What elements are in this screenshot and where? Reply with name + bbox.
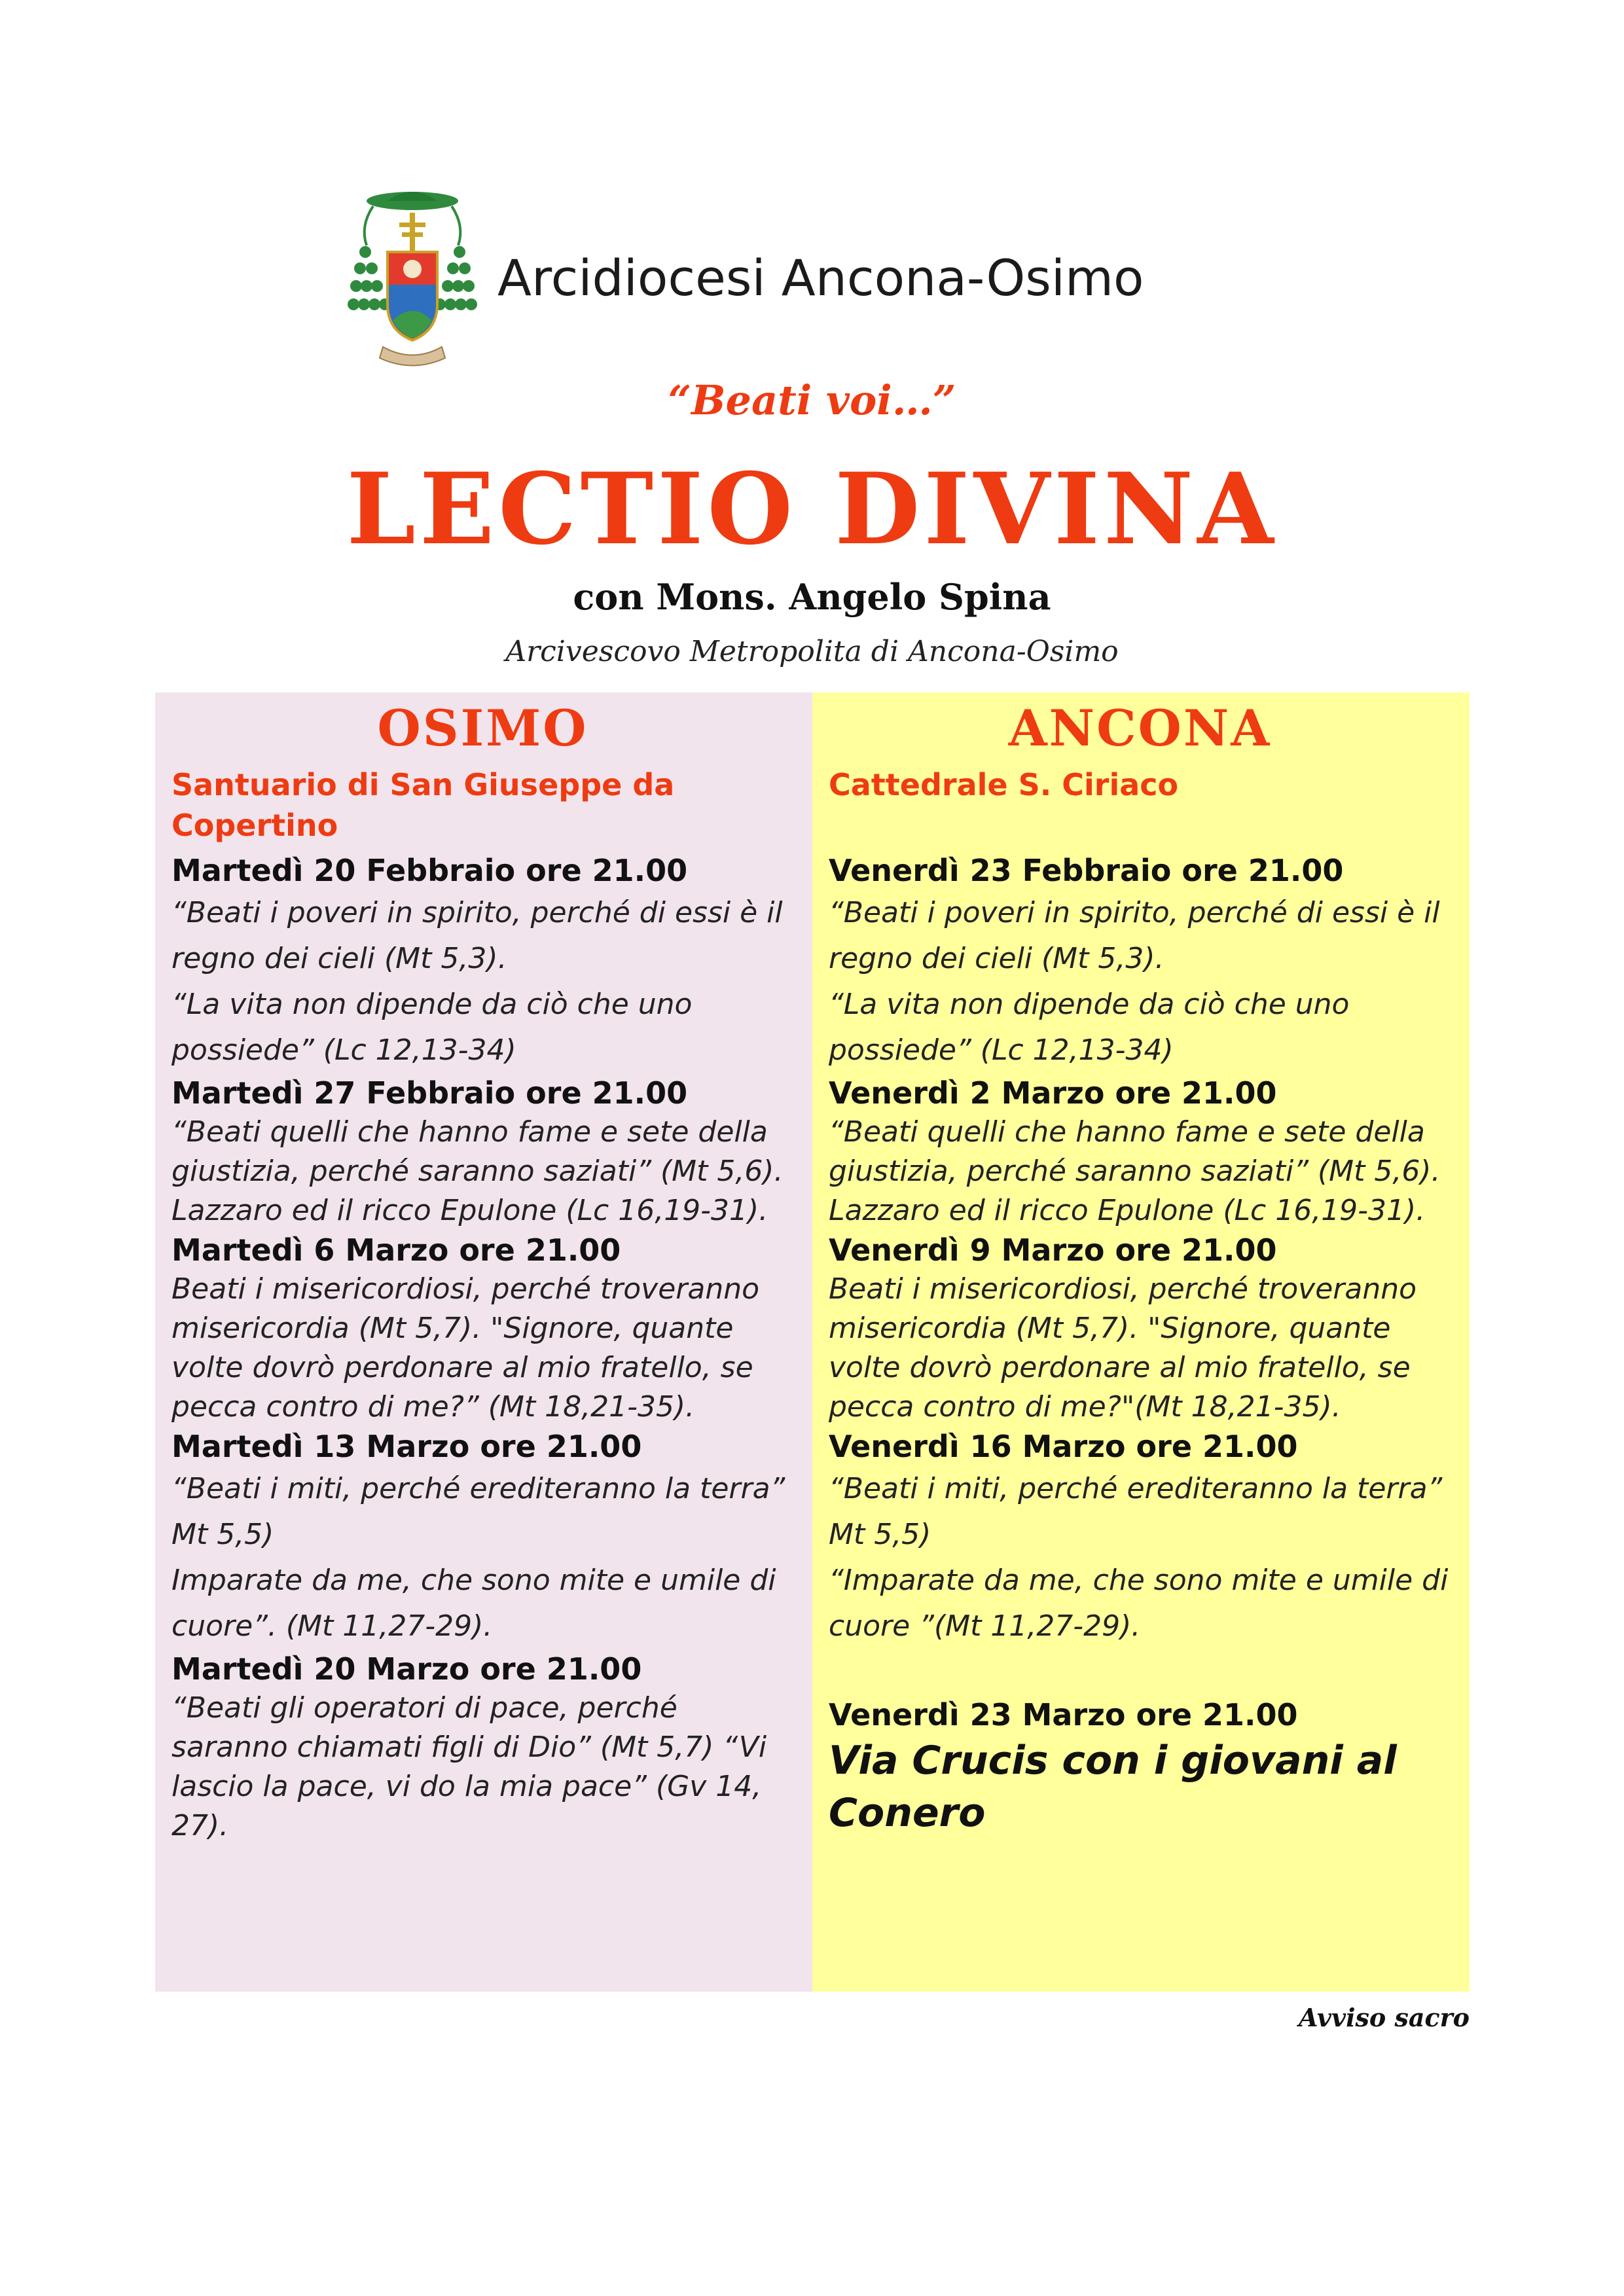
- session-reading: Imparate da me, che sono mite e umile di cuore”. (Mt 11,27-29).: [171, 1564, 776, 1643]
- ancona-column: [812, 692, 1470, 1992]
- session-reading: “Beati quelli che hanno fame e sete della giustizia, perché saranno saziati” (Mt 5,6). Lazzaro ed il ricco Epulone (Lc 16,19-31).: [829, 1115, 1441, 1227]
- osimo-venue: Santuario di San Giuseppe da Copertino: [171, 767, 675, 843]
- osimo-city-heading: OSIMO: [377, 699, 588, 757]
- ancona-session: [829, 1073, 1451, 1230]
- session-reading: “Beati i poveri in spirito, perché di essi è il regno dei cieli (Mt 5,3).: [171, 896, 783, 975]
- osimo-session: [171, 1073, 794, 1230]
- speaker-role: Arcivescovo Metropolita di Ancona-Osimo: [505, 635, 1119, 668]
- header: [347, 187, 1329, 370]
- closing-event-title: Via Crucis con i giovani al Conero: [829, 1738, 1397, 1836]
- speaker-name: con Mons. Angelo Spina: [573, 576, 1051, 618]
- osimo-session: [171, 851, 794, 1073]
- session-reading: “Beati i poveri in spirito, perché di essi è il regno dei cieli (Mt 5,3).: [829, 896, 1440, 975]
- page-title: LECTIO DIVINA: [346, 452, 1278, 567]
- session-date: Martedì 27 Febbraio ore 21.00: [171, 1075, 688, 1111]
- session-reading: “La vita non dipende da ciò che uno possiede” (Lc 12,13-34): [171, 988, 693, 1067]
- ancona-closing-session: [829, 1695, 1451, 1839]
- tagline: “Beati voi…”: [668, 376, 956, 424]
- session-reading: Beati i misericordiosi, perché troveranno misericordia (Mt 5,7). "Signore, quante volte dovrò perdonare al mio fratello, se pecca contro di me?” (Mt 18,21-35).: [171, 1272, 760, 1424]
- session-date: Martedì 20 Febbraio ore 21.00: [171, 853, 688, 888]
- ancona-city-heading: ANCONA: [1008, 699, 1272, 757]
- session-reading: “Beati gli operatori di pace, perché saranno chiamati figli di Dio” (Mt 5,7) “Vi lascio la pace, vi do la mia pace” (Gv 14, 27).: [171, 1691, 767, 1842]
- session-date: Martedì 20 Marzo ore 21.00: [171, 1651, 642, 1687]
- ancona-session: [829, 851, 1451, 1073]
- session-reading: “La vita non dipende da ciò che uno possiede” (Lc 12,13-34): [829, 988, 1350, 1067]
- footer-notice: Avviso sacro: [1298, 2003, 1470, 2032]
- episcopal-coat-of-arms-icon: [347, 187, 478, 370]
- osimo-session: [171, 1427, 794, 1649]
- session-reading: “Beati quelli che hanno fame e sete della giustizia, perché saranno saziati” (Mt 5,6). Lazzaro ed il ricco Epulone (Lc 16,19-31).: [171, 1115, 784, 1227]
- session-date: Martedì 6 Marzo ore 21.00: [171, 1232, 621, 1268]
- ancona-session: [829, 1230, 1451, 1427]
- osimo-session: [171, 1230, 794, 1427]
- session-date: Venerdì 16 Marzo ore 21.00: [829, 1429, 1298, 1464]
- session-date: Venerdì 23 Marzo ore 21.00: [829, 1697, 1298, 1732]
- ancona-session: [829, 1427, 1451, 1649]
- session-reading: “Imparate da me, che sono mite e umile di cuore ”(Mt 11,27-29).: [829, 1564, 1449, 1643]
- diocese-name: Arcidiocesi Ancona-Osimo: [497, 249, 1144, 307]
- osimo-column: [155, 692, 812, 1992]
- session-reading: “Beati i miti, perché erediteranno la terra” Mt 5,5): [829, 1472, 1443, 1551]
- session-reading: “Beati i miti, perché erediteranno la terra” Mt 5,5): [171, 1472, 785, 1551]
- session-date: Martedì 13 Marzo ore 21.00: [171, 1429, 642, 1464]
- session-date: Venerdì 2 Marzo ore 21.00: [829, 1075, 1277, 1111]
- session-date: Venerdì 9 Marzo ore 21.00: [829, 1232, 1277, 1268]
- session-reading: Beati i misericordiosi, perché troveranno misericordia (Mt 5,7). "Signore, quante volte dovrò perdonare al mio fratello, se pecca contro di me?"(Mt 18,21-35).: [829, 1272, 1417, 1424]
- schedule-table: [155, 692, 1470, 1992]
- ancona-venue: Cattedrale S. Ciriaco: [829, 767, 1179, 802]
- session-date: Venerdì 23 Febbraio ore 21.00: [829, 853, 1344, 888]
- osimo-session: [171, 1649, 794, 1846]
